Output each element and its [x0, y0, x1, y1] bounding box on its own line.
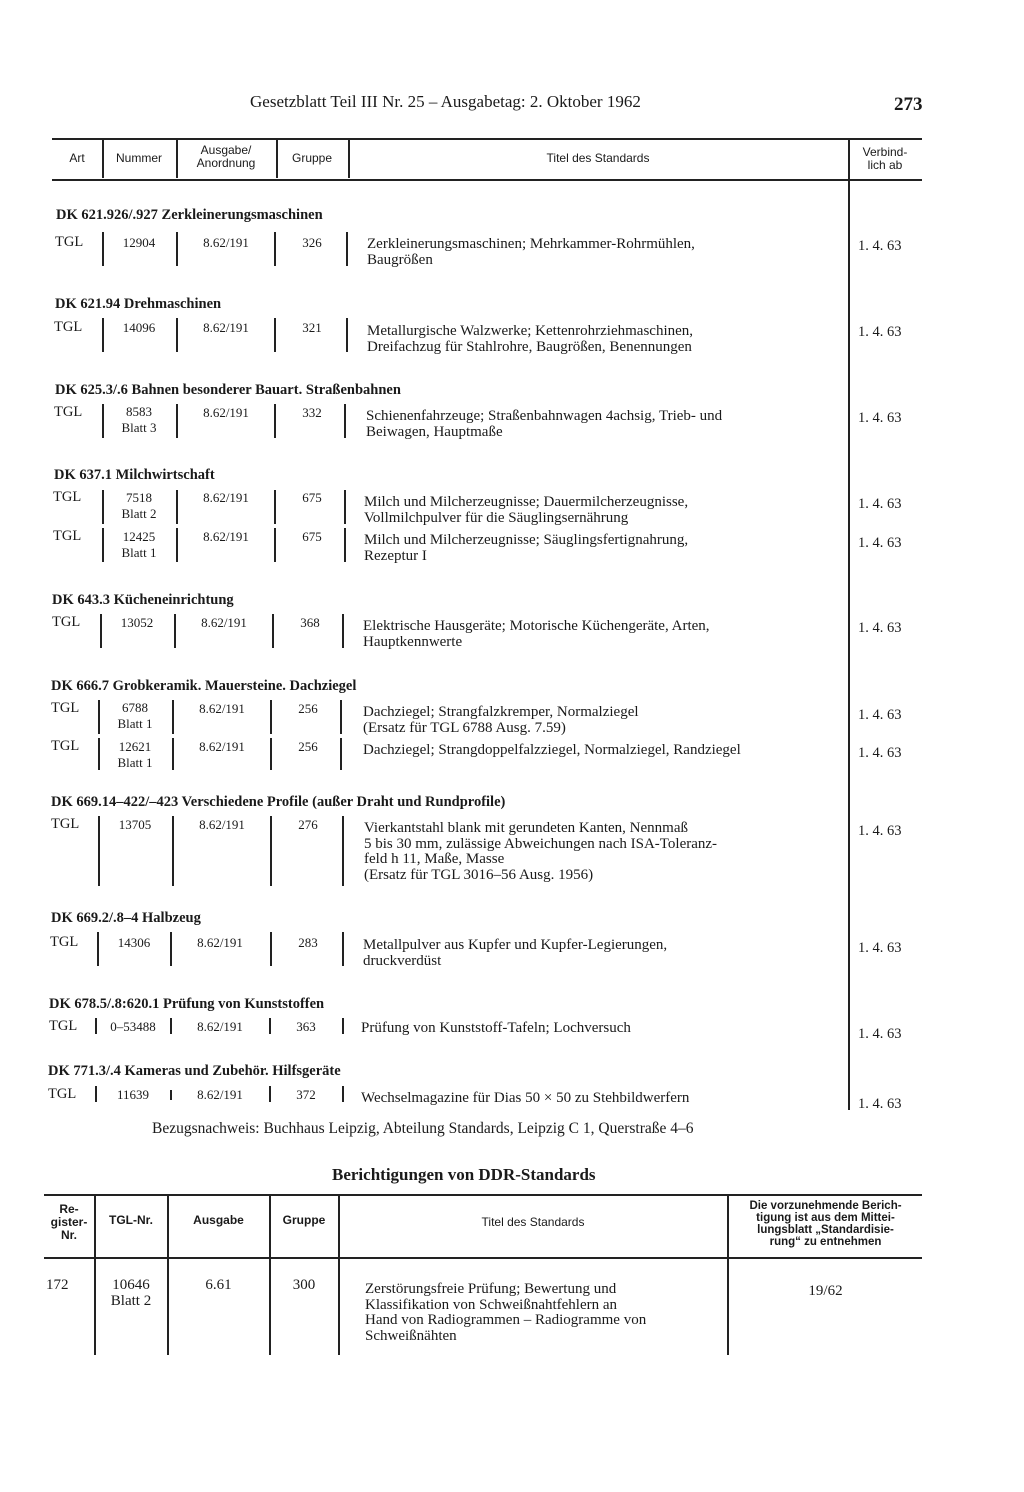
row-verbindlich: 1. 4. 63	[858, 707, 902, 723]
nummer-value: 6788	[122, 700, 148, 715]
row-verbindlich: 1. 4. 63	[858, 496, 902, 512]
section-heading: DK 621.926/.927 Zerkleinerungsmaschinen	[56, 207, 323, 223]
row-ausgabe: 8.62/191	[199, 701, 245, 716]
row-art: TGL	[55, 234, 84, 250]
row-divider	[274, 318, 276, 352]
titel-line: Zerkleinerungsmaschinen; Mehrkammer-Rohrmühlen,	[367, 236, 695, 252]
row-divider	[274, 490, 276, 524]
row-art: TGL	[51, 700, 80, 716]
ber-row-tgl	[96, 1278, 166, 1309]
row-ausgabe: 8.62/191	[197, 935, 243, 950]
section-heading: DK 666.7 Grobkeramik. Mauersteine. Dachziegel	[51, 678, 357, 694]
row-ausgabe: 8.62/191	[197, 1087, 243, 1102]
row-nummer	[104, 490, 174, 522]
row-verbindlich: 1. 4. 63	[858, 1096, 902, 1112]
ber-header-mitteilung	[729, 1200, 922, 1248]
row-ausgabe: 8.62/191	[203, 529, 249, 544]
ber-row-mitteilung: 19/62	[808, 1283, 843, 1299]
row-nummer	[100, 700, 170, 732]
row-titel	[367, 324, 693, 355]
row-gruppe: 321	[302, 320, 322, 335]
row-ausgabe: 8.62/191	[197, 1019, 243, 1034]
row-divider	[270, 932, 272, 966]
row-verbindlich: 1. 4. 63	[858, 324, 902, 340]
column-header-gruppe: Gruppe	[291, 151, 333, 165]
titel-line: Milch und Milcherzeugnisse; Säuglingsfertignahrung,	[364, 532, 689, 548]
titel-line: Rezeptur I	[364, 547, 427, 564]
nummer-value: 12621	[118, 739, 152, 754]
ber-header-mitteilung-line: Die vorzunehmende Berich-	[749, 1200, 902, 1212]
ber-header-mitteilung-line: tigung ist aus dem Mittei-	[756, 1212, 895, 1224]
ber-header-tgl: TGL-Nr.	[109, 1213, 153, 1227]
row-art: TGL	[54, 404, 83, 420]
row-nummer	[104, 404, 174, 436]
row-nummer: 11639	[116, 1087, 150, 1102]
column-header-verbindlich-line2: lich ab	[867, 158, 903, 172]
titel-line: druckverdüst	[363, 952, 442, 969]
row-gruppe: 256	[298, 739, 318, 754]
row-art: TGL	[53, 489, 82, 505]
titel-line: Dachziegel; Strangdoppelfalzziegel, Normalziegel, Randziegel	[363, 742, 741, 758]
row-divider	[270, 700, 272, 734]
ber-header-mitteilung-line: rung“ zu entnehmen	[769, 1236, 882, 1248]
ber-row-ausgabe: 6.61	[205, 1277, 232, 1293]
ber-tgl-value: 10646	[112, 1277, 150, 1293]
section-heading: DK 625.3/.6 Bahnen besonderer Bauart. Straßenbahnen	[55, 382, 401, 398]
row-titel	[363, 619, 710, 650]
row-verbindlich: 1. 4. 63	[858, 410, 902, 426]
blatt-value: Blatt 1	[117, 716, 153, 731]
titel-line: Metallurgische Walzwerke; Kettenrohrziehmaschinen,	[367, 323, 694, 339]
ber-blatt-value: Blatt 2	[110, 1292, 152, 1309]
row-gruppe: 368	[300, 615, 320, 630]
row-art: TGL	[49, 1018, 78, 1034]
row-divider	[344, 404, 346, 438]
titel-line: Baugrößen	[367, 251, 433, 268]
row-divider	[342, 1018, 344, 1034]
row-divider	[274, 404, 276, 438]
titel-line: 5 bis 30 mm, zulässige Abweichungen nach ISA-Toleranz-	[364, 835, 718, 852]
row-gruppe: 675	[302, 529, 322, 544]
blatt-value: Blatt 2	[121, 506, 157, 521]
ber-header-mitteilung-line: lungsblatt „Standardisie-	[757, 1224, 894, 1236]
row-art: TGL	[50, 934, 79, 950]
ber-row-titel	[365, 1282, 646, 1344]
row-art: TGL	[51, 738, 80, 754]
ber-titel-line: Schweißnähten	[365, 1327, 457, 1344]
table-top-rule	[52, 138, 922, 140]
section-heading: DK 678.5/.8:620.1 Prüfung von Kunststoffen	[49, 996, 325, 1012]
ber-header-gruppe: Gruppe	[282, 1213, 326, 1227]
column-header-ausgabe	[178, 144, 274, 170]
row-divider	[346, 318, 348, 352]
ber-header-ausgabe: Ausgabe	[193, 1213, 244, 1227]
column-header-ausgabe-line2: Anordnung	[196, 156, 256, 170]
row-nummer	[104, 529, 174, 561]
row-art: TGL	[54, 319, 83, 335]
nummer-value: 7518	[126, 490, 152, 505]
row-titel	[361, 1021, 631, 1037]
row-divider	[342, 816, 344, 886]
row-art: TGL	[53, 528, 82, 544]
ber-row-gruppe: 300	[292, 1277, 316, 1293]
row-gruppe: 675	[302, 490, 322, 505]
section-heading: DK 669.2/.8–4 Halbzeug	[51, 910, 201, 926]
row-ausgabe: 8.62/191	[203, 235, 249, 250]
row-nummer: 14306	[117, 935, 151, 950]
row-divider	[340, 700, 342, 734]
row-gruppe: 372	[296, 1087, 316, 1102]
row-nummer: 12904	[122, 235, 156, 250]
row-verbindlich: 1. 4. 63	[858, 940, 902, 956]
page-number: 273	[894, 94, 923, 115]
row-titel	[367, 237, 695, 268]
ber-table-top-rule	[44, 1194, 922, 1196]
titel-line: Hauptkennwerte	[363, 633, 463, 650]
ber-header-register	[44, 1203, 94, 1242]
row-titel	[363, 938, 667, 969]
column-header-nummer: Nummer	[115, 151, 162, 165]
ber-titel-line: Hand von Radiogrammen – Radiogramme von	[365, 1312, 647, 1328]
row-gruppe: 326	[302, 235, 322, 250]
row-divider	[342, 614, 344, 648]
row-nummer	[100, 739, 170, 771]
row-ausgabe: 8.62/191	[199, 739, 245, 754]
blatt-value: Blatt 1	[117, 755, 153, 770]
section-heading: DK 637.1 Milchwirtschaft	[54, 467, 215, 483]
titel-line: Prüfung von Kunststoff-Tafeln; Lochversuch	[361, 1020, 631, 1036]
section-heading: DK 621.94 Drehmaschinen	[55, 296, 222, 312]
row-divider	[274, 528, 276, 562]
table-verbindlich-divider	[848, 138, 850, 1110]
row-ausgabe: 8.62/191	[203, 405, 249, 420]
row-verbindlich: 1. 4. 63	[858, 1026, 902, 1042]
row-nummer: 14096	[122, 320, 156, 335]
row-titel	[364, 821, 717, 883]
row-divider	[342, 1086, 344, 1102]
row-divider	[346, 232, 348, 266]
row-titel	[364, 533, 688, 564]
row-titel	[363, 743, 741, 759]
titel-line: Vollmilchpulver für die Säuglingsernährung	[364, 509, 629, 526]
row-ausgabe: 8.62/191	[199, 817, 245, 832]
row-gruppe: 283	[298, 935, 318, 950]
ber-header-titel: Titel des Standards	[481, 1215, 585, 1229]
titel-line: Metallpulver aus Kupfer und Kupfer-Legierungen,	[363, 937, 668, 953]
ber-row-register: 172	[46, 1277, 69, 1293]
nummer-value: 8583	[126, 404, 152, 419]
row-titel	[363, 705, 639, 736]
column-header-verbindlich-line1: Verbind-	[862, 145, 908, 159]
column-header-titel: Titel des Standards	[546, 151, 650, 165]
ber-header-register-line: Re-	[59, 1202, 79, 1216]
column-header-art: Art	[69, 151, 85, 165]
row-ausgabe: 8.62/191	[203, 320, 249, 335]
nummer-value: 12425	[122, 529, 156, 544]
row-divider	[342, 932, 344, 966]
section-heading: DK 771.3/.4 Kameras und Zubehör. Hilfsgeräte	[48, 1063, 341, 1079]
column-header-ausgabe-line1: Ausgabe/	[200, 143, 252, 157]
row-divider	[344, 490, 346, 524]
row-divider	[340, 738, 342, 770]
row-nummer: 0–53488	[110, 1019, 156, 1034]
titel-line: feld h 11, Maße, Masse	[364, 851, 505, 867]
ber-titel-line: Zerstörungsfreie Prüfung; Bewertung und	[365, 1281, 617, 1297]
row-divider	[270, 738, 272, 770]
bezugsnachweis-note: Bezugsnachweis: Buchhaus Leipzig, Abteilung Standards, Leipzig C 1, Querstraße 4–6	[152, 1120, 694, 1137]
titel-line: Beiwagen, Hauptmaße	[366, 423, 503, 440]
row-art: TGL	[48, 1086, 77, 1102]
row-divider	[272, 614, 274, 648]
titel-line: Dreifachzug für Stahlrohre, Baugrößen, Benennungen	[367, 338, 692, 355]
row-gruppe: 363	[296, 1019, 316, 1034]
ber-header-register-line: gister-	[50, 1215, 88, 1229]
table-header-rule	[52, 179, 922, 181]
titel-line: (Ersatz für TGL 3016–56 Ausg. 1956)	[364, 866, 594, 883]
row-divider	[274, 232, 276, 266]
row-divider	[270, 816, 272, 886]
column-header-verbindlich	[850, 146, 920, 172]
titel-line: Milch und Milcherzeugnisse; Dauermilcherzeugnisse,	[364, 494, 689, 510]
row-titel	[361, 1091, 689, 1107]
row-nummer: 13705	[118, 817, 152, 832]
row-divider	[269, 1018, 271, 1034]
ber-titel-line: Klassifikation von Schweißnahtfehlern an	[365, 1296, 618, 1313]
row-verbindlich: 1. 4. 63	[858, 238, 902, 254]
row-divider	[344, 528, 346, 562]
titel-line: (Ersatz für TGL 6788 Ausg. 7.59)	[363, 719, 566, 736]
row-titel	[366, 409, 722, 440]
row-verbindlich: 1. 4. 63	[858, 620, 902, 636]
ber-table-header-rule	[44, 1257, 922, 1259]
titel-line: Wechselmagazine für Dias 50 × 50 zu Stehbildwerfern	[361, 1090, 690, 1106]
titel-line: Schienenfahrzeuge; Straßenbahnwagen 4achsig, Trieb- und	[366, 408, 723, 424]
row-art: TGL	[51, 816, 80, 832]
row-titel	[364, 495, 688, 526]
row-ausgabe: 8.62/191	[203, 490, 249, 505]
blatt-value: Blatt 3	[121, 420, 157, 435]
row-gruppe: 332	[302, 405, 322, 420]
section-heading: DK 643.3 Kücheneinrichtung	[52, 592, 234, 608]
row-ausgabe: 8.62/191	[201, 615, 247, 630]
page-header-title: Gesetzblatt Teil III Nr. 25 – Ausgabetag: 2. Oktober 1962	[250, 92, 641, 111]
titel-line: Elektrische Hausgeräte; Motorische Küchengeräte, Arten,	[363, 618, 710, 634]
titel-line: Dachziegel; Strangfalzkremper, Normalziegel	[363, 704, 639, 720]
berichtigungen-title: Berichtigungen von DDR-Standards	[332, 1165, 596, 1184]
titel-line: Vierkantstahl blank mit gerundeten Kanten, Nennmaß	[364, 820, 689, 836]
ber-header-register-line: Nr.	[60, 1228, 77, 1242]
row-divider	[269, 1086, 271, 1102]
row-verbindlich: 1. 4. 63	[858, 745, 902, 761]
row-gruppe: 276	[298, 817, 318, 832]
row-gruppe: 256	[298, 701, 318, 716]
section-heading: DK 669.14–422/–423 Verschiedene Profile (außer Draht und Rundprofile)	[51, 794, 506, 810]
row-verbindlich: 1. 4. 63	[858, 535, 902, 551]
row-nummer: 13052	[120, 615, 154, 630]
row-verbindlich: 1. 4. 63	[858, 823, 902, 839]
blatt-value: Blatt 1	[121, 545, 157, 560]
row-art: TGL	[52, 614, 81, 630]
